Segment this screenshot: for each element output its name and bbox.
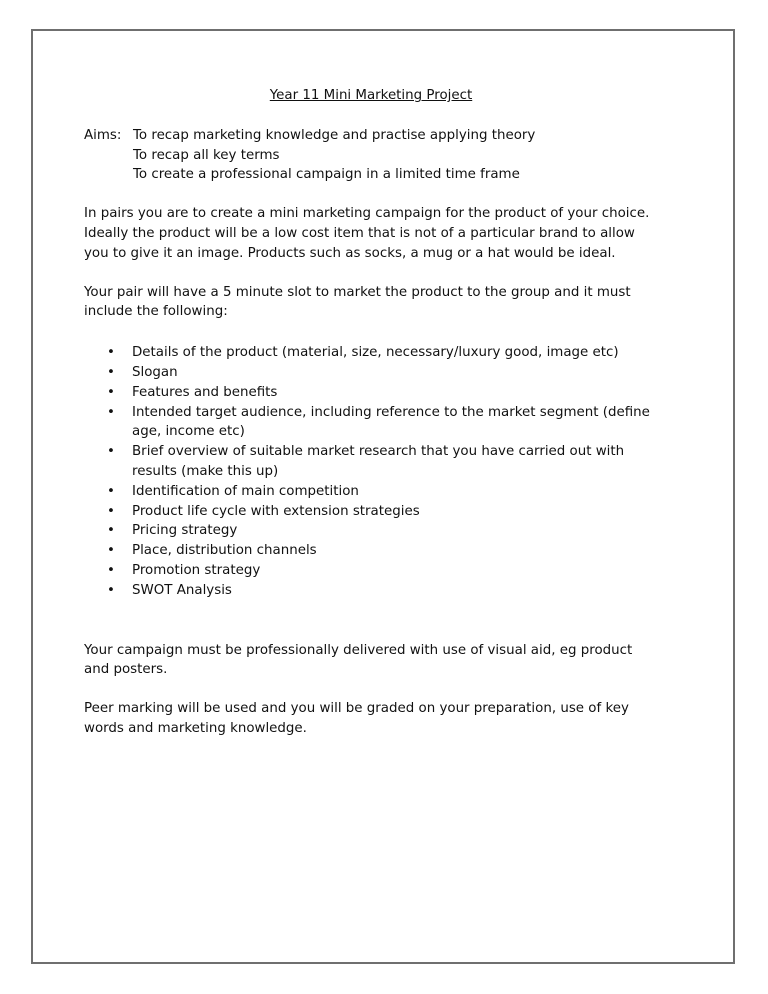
list-item-text: SWOT Analysis: [132, 582, 232, 598]
aim-item: To create a professional campaign in a limited time frame: [133, 167, 520, 183]
list-item-text: Intended target audience, including reference to the market segment (define age, income etc): [132, 404, 650, 440]
list-item-text: Features and benefits: [132, 384, 278, 400]
bullet-icon: •: [107, 582, 115, 598]
bullet-icon: •: [107, 404, 115, 420]
list-item: [84, 343, 654, 363]
list-item-text: Product life cycle with extension strategies: [132, 503, 420, 519]
list-item: [84, 561, 654, 581]
aims-section: [84, 126, 654, 185]
aims-list: [133, 126, 535, 185]
slot-paragraph: Your pair will have a 5 minute slot to market the product to the group and it must include the following:: [84, 284, 631, 320]
bullet-icon: •: [107, 364, 115, 380]
list-item-text: Identification of main competition: [132, 483, 359, 499]
bullet-icon: •: [107, 543, 115, 559]
list-item: [84, 442, 654, 482]
document-body: [84, 86, 654, 758]
list-item: [84, 502, 654, 522]
list-item: [84, 581, 654, 601]
bullet-icon: •: [107, 503, 115, 519]
list-item-text: Slogan: [132, 364, 178, 380]
bullet-icon: •: [107, 444, 115, 460]
list-item: [84, 541, 654, 561]
bullet-icon: •: [107, 562, 115, 578]
list-item: [84, 363, 654, 383]
list-item: [84, 521, 654, 541]
list-item-text: Promotion strategy: [132, 562, 261, 578]
aim-item: To recap marketing knowledge and practise applying theory: [133, 127, 536, 143]
document-title: Year 11 Mini Marketing Project: [269, 88, 473, 103]
list-item-text: Pricing strategy: [132, 523, 238, 539]
list-item-text: Brief overview of suitable market research that you have carried out with results (make this up): [132, 444, 625, 479]
bullet-icon: •: [107, 483, 115, 499]
list-item-text: Details of the product (material, size, necessary/luxury good, image etc): [132, 345, 619, 361]
bullet-icon: •: [107, 523, 115, 539]
aim-item: To recap all key terms: [133, 147, 280, 163]
delivery-paragraph: Your campaign must be professionally delivered with use of visual aid, eg product and posters.: [84, 642, 633, 678]
list-item: [84, 383, 654, 403]
intro-paragraph: In pairs you are to create a mini marketing campaign for the product of your choice. Ideally the product will be a low cost item that is not of a particular brand to allow you to give it an image. Products such as socks, a mug or a hat would be ideal.: [84, 206, 650, 261]
aims-label: Aims:: [84, 127, 122, 143]
list-item-text: Place, distribution channels: [132, 543, 317, 559]
list-item: [84, 482, 654, 502]
requirements-list: [84, 343, 654, 600]
bullet-icon: •: [107, 384, 115, 400]
list-item: [84, 403, 654, 443]
marking-paragraph: Peer marking will be used and you will be graded on your preparation, use of key words and marketing knowledge.: [84, 701, 629, 736]
bullet-icon: •: [107, 345, 115, 361]
